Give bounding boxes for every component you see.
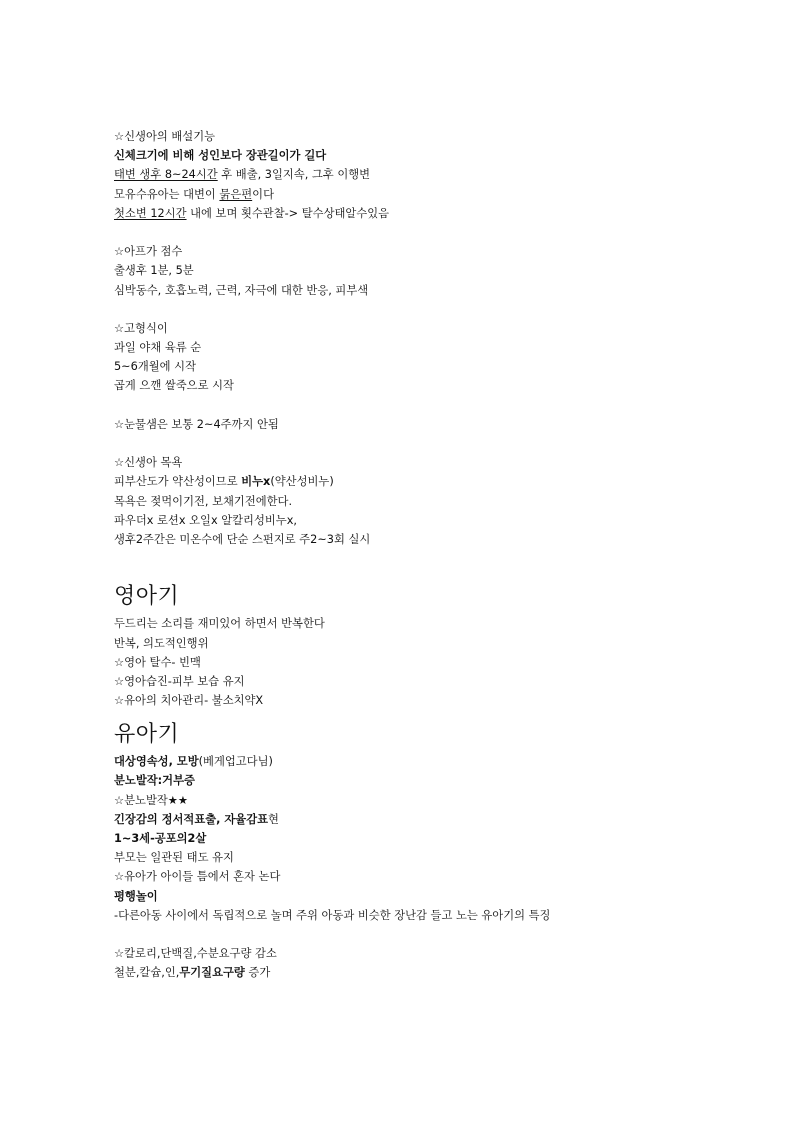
heading-toddler: 유아기	[114, 722, 180, 748]
bold-text: 무기질요구량	[179, 966, 245, 980]
text-line: 두드리는 소리를 재미있어 하면서 반복한다	[114, 617, 325, 631]
text-run: 이다	[252, 187, 274, 201]
text-run: 증가	[244, 966, 271, 980]
text-line	[114, 752, 754, 771]
text-run: 님)	[257, 755, 273, 769]
text-line: ☆유아의 치아관리- 불소치약X	[114, 694, 264, 708]
text-line: ☆유아가 아이들 틈에서 혼자 논다	[114, 870, 281, 884]
underlined-text: 첫소변 12시간	[114, 206, 187, 220]
text-line: ☆영아 탈수- 빈맥	[114, 655, 201, 669]
section-title-newborn-excretion: ☆신생아의 배설기능	[114, 130, 216, 143]
text-run: 현	[268, 812, 279, 826]
text-line: 5~6개월에 시작	[114, 360, 196, 374]
text-run: 모유수유아는 대변이	[114, 187, 220, 201]
heading-infant: 영아기	[114, 584, 180, 610]
section-title-tear-gland: ☆눈물샘은 보통 2~4주까지 안됨	[114, 417, 279, 431]
bold-text: 비누x	[241, 475, 271, 489]
text-line: ☆분노발작★★	[114, 793, 189, 807]
blank-line	[114, 300, 754, 319]
text-line: 곱게 으깬 쌀죽으로 시작	[114, 379, 234, 393]
text-line: 평행놀이	[114, 889, 158, 903]
text-line	[114, 810, 754, 829]
section-title-newborn-bath: ☆신생아 목욕	[114, 456, 183, 470]
text-line: 심박동수, 호흡노력, 근력, 자극에 대한 반응, 피부색	[114, 283, 369, 297]
text-line: 부모는 일관된 태도 유지	[114, 851, 234, 865]
text-line	[114, 472, 754, 491]
text-line: 1~3세-공포의2살	[114, 832, 207, 845]
text-line: 파우더x 로션x 오일x 알칼리성비누x,	[114, 513, 297, 527]
blank-line	[114, 223, 754, 242]
text-line: 신체크기에 비해 성인보다 장관길이가 길다	[114, 149, 327, 163]
text-line: 분노발작:거부증	[114, 774, 195, 788]
blank-line	[114, 549, 754, 568]
text-run: 후 배출, 3일지속, 그후 이행변	[217, 168, 371, 182]
text-line: 생후2주간은 미온수에 단순 스펀지로 주2~3회 실시	[114, 532, 371, 546]
text-line: 출생후 1분, 5분	[114, 264, 194, 278]
document-page	[114, 127, 754, 983]
text-line	[114, 165, 754, 184]
text-line: ☆칼로리,단백질,수분요구량 감소	[114, 947, 277, 961]
underlined-text: 묽은편	[219, 187, 253, 201]
blank-line	[114, 925, 754, 944]
bold-text: 긴장감의 정서적표출, 자율감표	[114, 812, 269, 826]
bold-text: 대상영속성, 모방	[114, 755, 199, 769]
text-run: (베게업고다	[198, 755, 258, 769]
text-line	[114, 185, 754, 204]
text-line: -다른아동 사이에서 독립적으로 놀며 주위 아동과 비슷한 장난감 들고 노는 유아기의 특징	[114, 908, 551, 922]
text-line: 목욕은 젖먹이기전, 보채기전에한다.	[114, 494, 293, 508]
text-run: (약산성비누)	[270, 475, 334, 489]
text-line	[114, 204, 754, 223]
underlined-text: 태변 생후 8~24시간	[114, 168, 218, 182]
blank-line	[114, 396, 754, 415]
section-title-apgar: ☆아프가 점수	[114, 245, 183, 259]
text-line: ☆영아습진-피부 보습 유지	[114, 674, 245, 688]
text-line	[114, 963, 754, 982]
text-run: 피부산도가 약산성이므로	[114, 475, 242, 489]
text-run: 내에 보며 횟수관찰-> 탈수상태알수있음	[186, 206, 390, 220]
text-line: 반복, 의도적인행위	[114, 636, 209, 650]
text-run: 철분,칼슘,인,	[114, 966, 180, 980]
section-title-solid-food: ☆고형식이	[114, 321, 168, 335]
text-line: 과일 야채 육류 순	[114, 341, 202, 355]
blank-line	[114, 434, 754, 453]
